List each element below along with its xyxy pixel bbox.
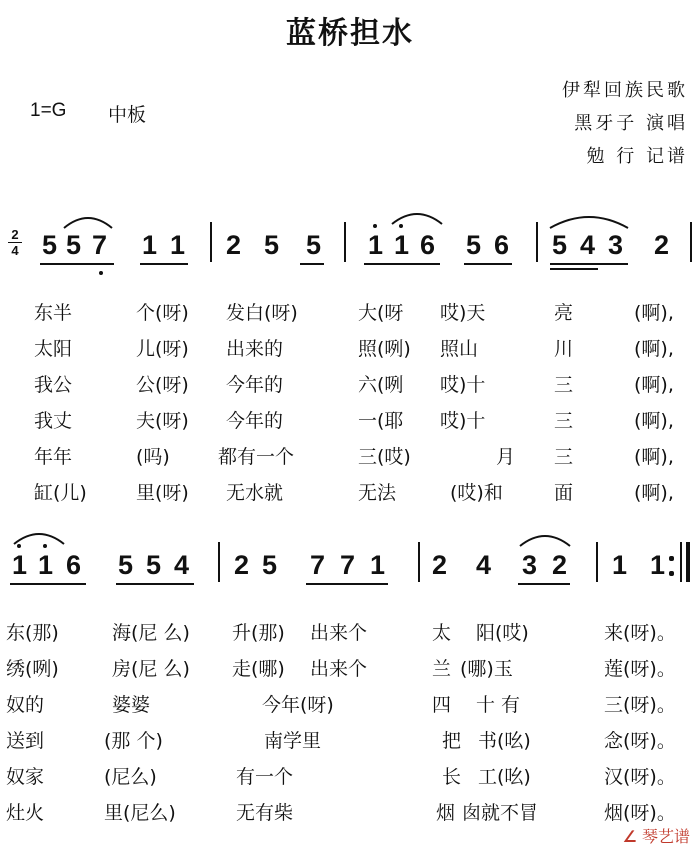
note: 1	[12, 550, 28, 580]
note: 5	[306, 230, 322, 260]
lyric: 出来的	[226, 338, 284, 360]
watermark-logo-icon: ∠	[622, 827, 637, 846]
note: 3	[522, 550, 538, 580]
slur-arc	[62, 212, 114, 230]
lyric: 东半	[34, 302, 73, 324]
note: 6	[494, 230, 510, 260]
note: 1	[394, 230, 410, 260]
lyric: 六(咧	[358, 374, 404, 396]
lyric: 发白(呀)	[226, 302, 298, 324]
octave-dot-low	[99, 271, 103, 275]
lyric: 个(呀)	[136, 302, 189, 324]
bar-line	[418, 542, 420, 582]
lyric: 无水就	[226, 482, 284, 504]
watermark-text: 琴艺谱	[641, 827, 690, 846]
lyric: 婆婆	[112, 694, 151, 716]
lyric: (哪)玉	[460, 658, 513, 680]
slur-arc	[12, 528, 66, 546]
lyric: 夫(呀)	[136, 410, 189, 432]
eighth-beam	[116, 583, 194, 585]
note: 5	[42, 230, 58, 260]
lyric: 三	[554, 374, 574, 396]
lyric: 书(吆)	[478, 730, 531, 752]
lyric: 照山	[440, 338, 479, 360]
note: 1	[368, 230, 384, 260]
lyric: 念(呀)。	[604, 730, 676, 752]
lyric: (尼么)	[104, 766, 157, 788]
lyric: 面	[554, 482, 574, 504]
song-title: 蓝桥担水	[286, 16, 414, 51]
lyric: 出来个	[310, 658, 368, 680]
lyric: (那 个)	[104, 730, 163, 752]
note: 7	[340, 550, 356, 580]
lyric: 三(呀)。	[604, 694, 676, 716]
lyric: 一(耶	[358, 410, 404, 432]
lyric: (啊),	[634, 446, 674, 468]
note: 4	[476, 550, 492, 580]
lyric: 哎)天	[440, 302, 486, 324]
note: 6	[66, 550, 82, 580]
lyric: 我公	[34, 374, 73, 396]
sixteenth-beam	[550, 268, 598, 270]
note: 1	[370, 550, 386, 580]
lyric: 哎)十	[440, 410, 486, 432]
lyric: 都有一个	[218, 446, 295, 468]
lyric: 海(尼 么)	[112, 622, 190, 644]
tempo-marking: 中板	[108, 104, 147, 126]
slur-arc	[548, 212, 630, 230]
lyric: 烟(呀)。	[604, 802, 676, 824]
lyric: 房(尼 么)	[112, 658, 190, 680]
credit-origin: 伊犁回族民歌	[562, 80, 688, 101]
lyric: 三	[554, 410, 574, 432]
lyric: 太阳	[34, 338, 73, 360]
lyric: 照(咧)	[358, 338, 411, 360]
slur-arc	[518, 530, 572, 548]
note: 5	[118, 550, 134, 580]
credit-transcriber: 勉 行 记谱	[586, 146, 688, 167]
note: 7	[310, 550, 326, 580]
note: 1	[650, 550, 666, 580]
lyric: (吗)	[136, 446, 170, 468]
note: 2	[654, 230, 670, 260]
time-signature-bottom: 4	[11, 243, 19, 258]
lyric: 无有柴	[236, 802, 294, 824]
lyric: 阳(哎)	[476, 622, 529, 644]
lyric: 今年(呀)	[262, 694, 334, 716]
bar-line	[536, 222, 538, 262]
lyric: 莲(呀)。	[604, 658, 676, 680]
note: 1	[170, 230, 186, 260]
lyric: 川	[554, 338, 574, 360]
slur-arc	[390, 208, 444, 226]
note: 2	[234, 550, 250, 580]
credit-singer: 黑牙子 演唱	[574, 113, 688, 134]
note: 1	[142, 230, 158, 260]
note: 5	[66, 230, 82, 260]
lyric: (啊),	[634, 482, 674, 504]
eighth-beam	[40, 263, 114, 265]
note: 3	[608, 230, 624, 260]
lyric: 缸(儿)	[34, 482, 87, 504]
repeat-dot	[669, 571, 674, 576]
lyric: 绣(咧)	[6, 658, 59, 680]
lyric: 儿(呀)	[136, 338, 189, 360]
bar-line	[596, 542, 598, 582]
lyric: 把	[442, 730, 462, 752]
lyric: 哎)十	[440, 374, 486, 396]
eighth-beam	[300, 263, 324, 265]
octave-dot-high	[373, 224, 377, 228]
lyric: (啊),	[634, 410, 674, 432]
note: 1	[612, 550, 628, 580]
lyric: 长	[442, 766, 462, 788]
repeat-dot	[669, 556, 674, 561]
eighth-beam	[518, 583, 570, 585]
repeat-bar-thin	[680, 542, 682, 582]
lyric: 灶火	[6, 802, 45, 824]
eighth-beam	[550, 263, 628, 265]
note: 4	[174, 550, 190, 580]
lyric: (啊),	[634, 374, 674, 396]
note: 5	[262, 550, 278, 580]
time-signature-top: 2	[11, 227, 19, 242]
lyric: 我丈	[34, 410, 73, 432]
lyric: (啊),	[634, 302, 674, 324]
lyric: 升(那)	[232, 622, 285, 644]
key-signature: 1=G	[30, 100, 67, 121]
bar-line	[690, 222, 692, 262]
note: 2	[226, 230, 242, 260]
note: 4	[580, 230, 596, 260]
lyric: (哎)和	[450, 482, 503, 504]
eighth-beam	[464, 263, 512, 265]
note: 5	[552, 230, 568, 260]
lyric: 今年的	[226, 374, 284, 396]
lyric: 南学里	[264, 730, 322, 752]
lyric: 来(呀)。	[604, 622, 676, 644]
bar-line	[344, 222, 346, 262]
lyric: 奴的	[6, 694, 45, 716]
lyric: 年年	[34, 446, 73, 468]
lyric: 无法	[358, 482, 397, 504]
eighth-beam	[140, 263, 188, 265]
note: 1	[38, 550, 54, 580]
lyric: 奴家	[6, 766, 45, 788]
lyric: 东(那)	[6, 622, 59, 644]
lyric: 有一个	[236, 766, 294, 788]
repeat-bar-thick	[686, 542, 690, 582]
lyric: 亮	[554, 302, 574, 324]
note: 5	[146, 550, 162, 580]
lyric: 大(呀	[358, 302, 404, 324]
note: 5	[264, 230, 280, 260]
lyric: 里(呀)	[136, 482, 189, 504]
time-signature	[8, 228, 22, 257]
note: 7	[92, 230, 108, 260]
lyric: 汉(呀)。	[604, 766, 676, 788]
note: 2	[432, 550, 448, 580]
bar-line	[218, 542, 220, 582]
note: 5	[466, 230, 482, 260]
lyric: 出来个	[310, 622, 368, 644]
eighth-beam	[10, 583, 86, 585]
note: 6	[420, 230, 436, 260]
eighth-beam	[306, 583, 388, 585]
eighth-beam	[364, 263, 440, 265]
lyric: 三	[554, 446, 574, 468]
lyric: 太	[432, 622, 452, 644]
lyric: 月	[496, 446, 516, 468]
lyric: 十 有	[476, 694, 521, 716]
lyric: 工(吆)	[478, 766, 531, 788]
note: 2	[552, 550, 568, 580]
bar-line	[210, 222, 212, 262]
lyric: 送到	[6, 730, 45, 752]
lyric: 三(哎)	[358, 446, 411, 468]
lyric: 兰	[432, 658, 452, 680]
lyric: 里(尼么)	[104, 802, 176, 824]
lyric: 走(哪)	[232, 658, 285, 680]
lyric: 四	[432, 694, 452, 716]
site-watermark	[623, 824, 690, 847]
lyric: 公(呀)	[136, 374, 189, 396]
lyric: 烟	[436, 802, 456, 824]
lyric: (啊),	[634, 338, 674, 360]
lyric: 今年的	[226, 410, 284, 432]
lyric: 囱就不冒	[462, 802, 539, 824]
